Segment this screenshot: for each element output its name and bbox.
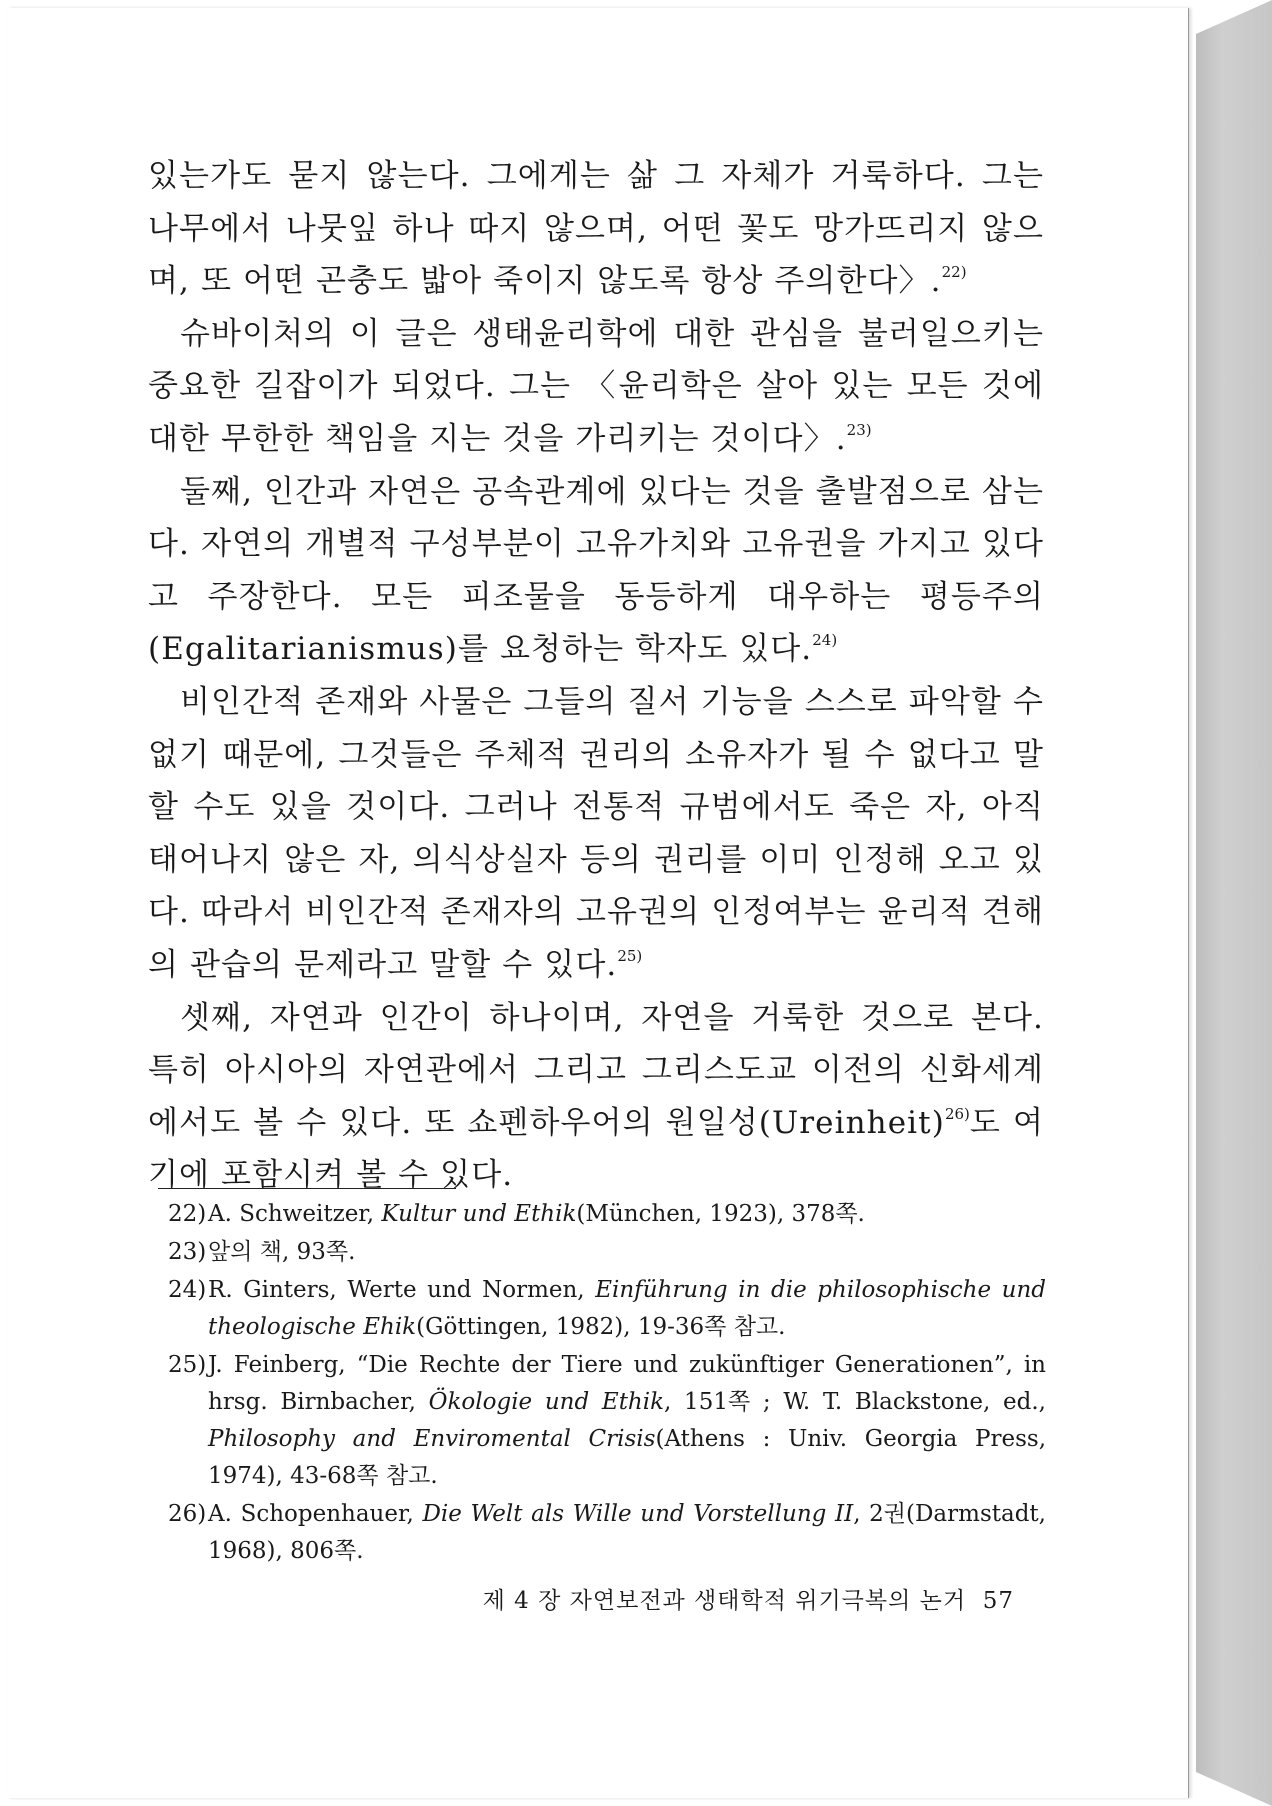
footnote-number: 22) (168, 1201, 207, 1227)
footnote-number: 26) (168, 1501, 207, 1527)
paragraph-5-text-b: 도 여기에 포함시켜 볼 수 있다. (148, 1104, 1044, 1194)
footnote-text (208, 1234, 1046, 1271)
footnote-text (208, 1272, 1046, 1346)
paragraph-3 (148, 466, 1044, 676)
paragraph-1 (148, 150, 1044, 308)
footnote-number: 24) (168, 1277, 207, 1303)
footnote-divider (158, 1188, 456, 1189)
footnote-text-part: , 151쪽 ; W. T. Blackstone, ed., (664, 1389, 1046, 1415)
paragraph-4-text: 비인간적 존재와 사물은 그들의 질서 기능을 스스로 파악할 수 없기 때문에, 그것들은 주체적 권리의 소유자가 될 수 없다고 말할 수도 있을 것이다. 그러나 전통적 규범에서도 죽은 자, 아직 태어나지 않은 자, 의식상실자 등의 권리를 이미 인정해 오고 있다. 따라서 비인간적 존재자의 고유권의 인정여부는 윤리적 견해의 관습의 문제라고 말할 수 있다. (148, 683, 1044, 983)
paragraph-1-text: 있는가도 묻지 않는다. 그에게는 삶 그 자체가 거룩하다. 그는 나무에서 나뭇잎 하나 따지 않으며, 어떤 꽃도 망가뜨리지 않으며, 또 어떤 곤충도 밟아 죽이지 않도록 항상 주의한다〉. (148, 158, 1044, 300)
footnote-text-part: 앞의 책, 93쪽. (208, 1239, 356, 1265)
paragraph-3-text: 둘째, 인간과 자연은 공속관계에 있다는 것을 출발점으로 삼는다. 자연의 개별적 구성부분이 고유가치와 고유권을 가지고 있다고 주장한다. 모든 피조물을 동등하게 대우하는 평등주의(Egalitarianismus)를 요청하는 학자도 있다. (148, 473, 1044, 668)
footnote-title-italic: Philosophy and Enviromental Crisis (208, 1426, 656, 1452)
footnote-text-part: J. Feinberg, “Die Rechte der Tiere und zukünftiger Generationen”, in hrsg. Birnbacher, (208, 1352, 1046, 1415)
paragraph-2 (148, 308, 1044, 466)
footnote-text-part: (München, 1923), 378쪽. (576, 1201, 865, 1227)
paragraph-5-text-a: 셋째, 자연과 인간이 하나이며, 자연을 거룩한 것으로 본다. 특히 아시아의 자연관에서 그리고 그리스도교 이전의 신화세계에서도 볼 수 있다. 또 쇼펜하우어의 원일성(Ureinheit) (148, 999, 1044, 1141)
footnote-text-part: (Göttingen, 1982), 19-36쪽 참고. (416, 1314, 786, 1340)
footnote-title-italic: Die Welt als Wille und Vorstellung II (422, 1501, 854, 1527)
footnote-text-part: A. Schopenhauer, (208, 1501, 423, 1527)
footnote-title-italic: Ökologie und Ethik (428, 1389, 665, 1415)
paragraph-5 (148, 992, 1044, 1202)
body-text (148, 150, 1044, 1202)
paragraph-4 (148, 676, 1044, 992)
footnote-text (208, 1347, 1046, 1495)
footnote-text-part: , 2권(Darmstadt, 1968), 806쪽. (208, 1501, 1046, 1564)
footnote-title-italic: Kultur und Ethik (381, 1201, 577, 1227)
footnote-ref-22[interactable]: 22) (941, 263, 967, 282)
paragraph-2-text: 슈바이처의 이 글은 생태윤리학에 대한 관심을 불러일으키는 중요한 길잡이가 되었다. 그는 〈윤리학은 살아 있는 모든 것에 대한 무한한 책임을 지는 것을 가리키는 것이다〉. (148, 315, 1044, 457)
footnote-26 (168, 1496, 1046, 1570)
footnote-text (208, 1196, 1046, 1233)
page-number: 57 (982, 1588, 1014, 1614)
footnote-ref-23[interactable]: 23) (846, 420, 872, 439)
footnote-24 (168, 1272, 1046, 1346)
footnote-title-italic: Einführung in die philosophische und theologische Ehik (208, 1277, 1047, 1340)
running-footer (470, 1582, 1014, 1615)
chapter-title: 제 4 장 자연보전과 생태학적 위기극복의 논거 (482, 1588, 967, 1614)
footnote-22 (168, 1196, 1046, 1233)
footnote-23 (168, 1234, 1046, 1271)
footnote-text (208, 1496, 1046, 1570)
footnote-text-part: (Athens : Univ. Georgia Press, 1974), 43-68쪽 참고. (208, 1426, 1046, 1489)
book-edge (1196, 0, 1272, 1806)
footnote-text-part: R. Ginters, Werte und Normen, (208, 1277, 596, 1303)
footnotes (168, 1196, 1046, 1571)
footnote-ref-24[interactable]: 24) (812, 631, 838, 650)
footnote-number: 23) (168, 1239, 207, 1265)
footnote-text-part: A. Schweitzer, (208, 1201, 382, 1227)
book-edge-top (1196, 0, 1272, 34)
book-edge-bottom (1196, 1772, 1272, 1806)
footnote-number: 25) (168, 1352, 207, 1378)
footnote-ref-26[interactable]: 26) (944, 1104, 970, 1123)
footnote-ref-25[interactable]: 25) (617, 946, 643, 965)
footnote-25 (168, 1347, 1046, 1495)
